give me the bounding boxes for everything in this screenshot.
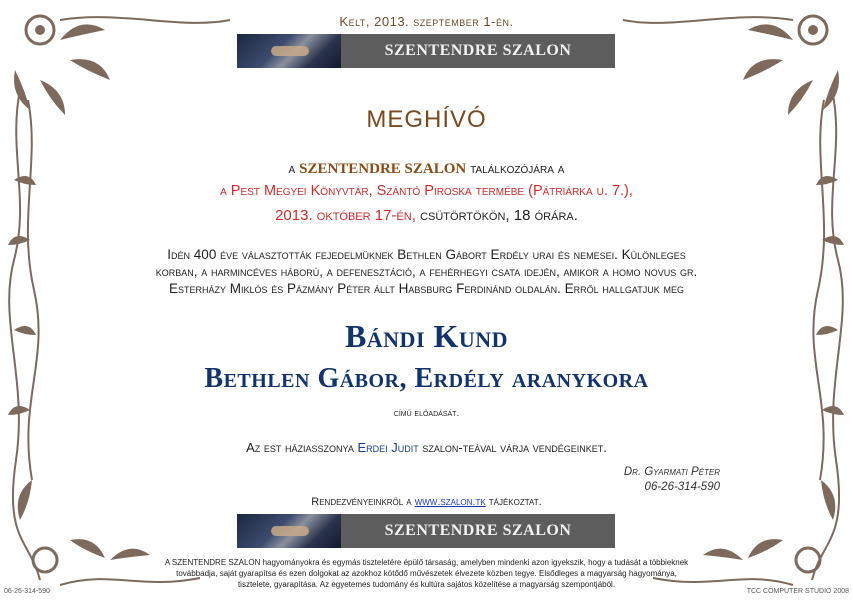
- signer-name: Dr. Gyarmati Péter: [623, 466, 720, 478]
- description-line-3: Esterházy Miklós és Pázmány Péter állt Habsburg Ferdinánd oldalán. Erről hallgatjuk meg: [168, 281, 685, 296]
- speaker-name: Bándi Kund: [344, 318, 509, 354]
- event-date: 2013. október 17-én,: [275, 207, 416, 224]
- footer-text: [155, 557, 698, 590]
- corner-phone: 06-26-314-590: [4, 588, 50, 595]
- venue-line: a Pest Megyei Könyvtár, Szántó Piroska termébe (Pátriárka u. 7.),: [220, 183, 633, 199]
- date-line: Kelt, 2013. szeptember 1-én.: [339, 14, 514, 29]
- event-time: csütörtökön, 18 órára.: [420, 207, 578, 224]
- info-line: [0, 496, 853, 508]
- description-line-1: Idén 400 éve választották fejedelmüknek Bethlen Gábort Erdély urai és nemesei. Különleges: [167, 247, 686, 262]
- invite-brand: SZENTENDRE SZALON: [299, 161, 467, 177]
- description-line-2: korban, a harmincéves háború, a defenesztáció, a fehérhegyi csata idején, amikor a homo novus gr.: [155, 264, 698, 279]
- handshake-image: [237, 34, 341, 68]
- host-line: [0, 440, 853, 455]
- top-banner: [237, 34, 615, 68]
- footer-line-3: tisztelete, gyarapítása. Az egyetemes tudomány és kultúra sajátos közelítése a magyarság szempontjából.: [237, 580, 616, 589]
- info-suffix: tájékoztat.: [488, 496, 542, 508]
- lecture-topic: Bethlen Gábor, Erdély aranykora: [204, 363, 649, 394]
- date-time-line: [0, 207, 853, 224]
- info-prefix: Rendezvényeinkről a: [311, 496, 412, 508]
- page-title: MEGHÍVÓ: [366, 106, 487, 133]
- host-suffix: szalon-teával várja vendégeinket.: [422, 440, 607, 455]
- website-link[interactable]: www.szalon.tk: [414, 496, 486, 508]
- host-name: Erdei Judit: [357, 440, 419, 455]
- footer-line-2: továbbadja, saját gyarapítsa és ezen dolgokat az azokhoz kötődő művészetek élvezete közben tegye. Elsődleges a magyarság hagyománya,: [176, 569, 677, 578]
- footer-line-1: A SZENTENDRE SZALON hagyományokra és egymás tiszteletére épülő társaság, amelyben mindenki azon igyekszik, hogy a tudását a többieknek: [164, 558, 689, 567]
- invite-prefix: a: [288, 160, 296, 176]
- lecture-label: című előadását.: [393, 408, 460, 419]
- banner-label: SZENTENDRE SZALON: [384, 522, 572, 539]
- bottom-banner: [237, 514, 615, 548]
- signer-phone: 06-26-314-590: [644, 481, 720, 493]
- host-prefix: Az est háziasszonya: [246, 440, 354, 455]
- invite-suffix: találkozójára a: [470, 160, 565, 176]
- corner-credit: TCC COMPUTER STUDIO 2008: [746, 588, 849, 595]
- invite-line: [0, 160, 853, 178]
- banner-label: SZENTENDRE SZALON: [384, 42, 572, 59]
- handshake-image: [237, 514, 341, 548]
- description-paragraph: [0, 246, 853, 297]
